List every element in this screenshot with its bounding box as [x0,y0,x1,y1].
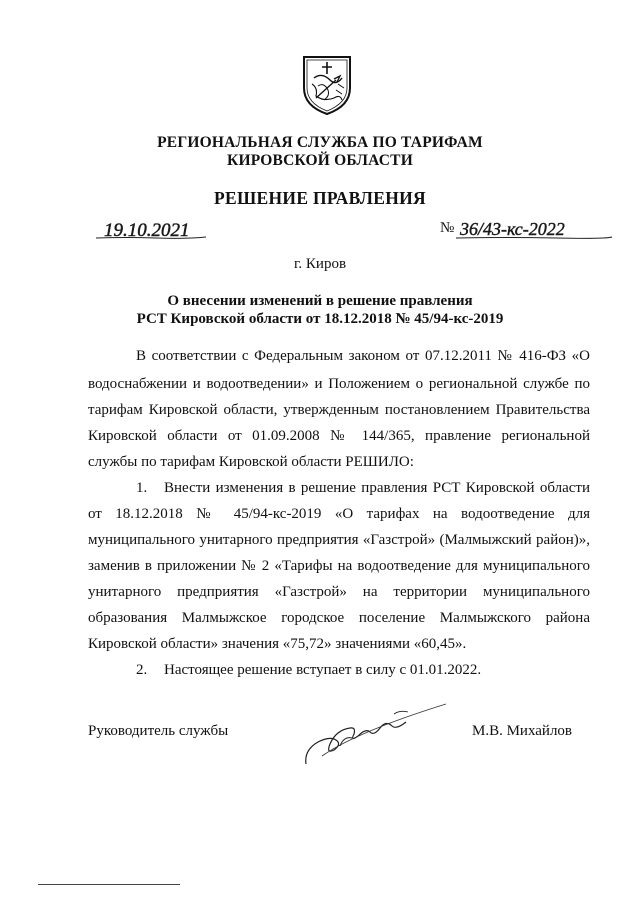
decision-number-block [440,220,610,246]
preamble-line: службы по тарифам Кировской области РЕШИЛО: [88,454,414,470]
item-1-number: 1. [136,480,148,496]
preamble-line: водоснабжении и водоотведении» и Положением о региональной службе по [88,376,590,392]
coat-of-arms-icon [300,54,354,116]
item-1-line: образования Малмыжское городское поселение Малмыжского района [88,610,590,626]
preamble-line: В соответствии с Федеральным законом от 07.12.2011 № 416-ФЗ «О [136,348,590,364]
item-1-line: муниципального унитарного предприятия «Газстрой» (Малмыжский район)», [88,532,590,548]
signatory-name: М.В. Михайлов [472,723,573,739]
preamble-line: тарифам Кировской области, утвержденным постановлением Правительства [88,402,590,418]
handwritten-signature-icon [296,692,456,772]
city: г. Киров [293,256,347,272]
agency-name-line1: РЕГИОНАЛЬНАЯ СЛУЖБА ПО ТАРИФАМ [157,134,483,151]
decision-number-text: 36/43-кс-2022 [460,219,565,239]
subject-line2: РСТ Кировской области от 18.12.2018 № 45/94-кс-2019 [136,311,504,327]
decision-date-text: 19.10.2021 [104,220,190,241]
item-2-number: 2. [136,662,148,678]
decision-date [96,216,208,242]
footer-divider [38,884,180,885]
subject-line1: О внесении изменений в решение правления [167,293,473,309]
item-1-line: унитарного предприятия «Газстрой» на территории муниципального [88,584,590,600]
item-1-line: Кировской области» значения «75,72» значениями «60,45». [88,636,467,652]
item-2-text: Настоящее решение вступает в силу с 01.01.2022. [164,662,482,678]
item-1-line: заменив в приложении № 2 «Тарифы на водоотведение для муниципального [88,558,590,574]
item-1-line: Внести изменения в решение правления РСТ Кировской области [164,480,590,496]
signatory-position: Руководитель службы [88,723,229,739]
number-sign: № [440,220,455,236]
decision-title: РЕШЕНИЕ ПРАВЛЕНИЯ [214,188,426,208]
item-1-line: от 18.12.2018 № 45/94-кс-2019 «О тарифах на водоотведение для [88,506,590,522]
agency-name-line2: КИРОВСКОЙ ОБЛАСТИ [227,152,413,169]
preamble-line: Кировской области от 01.09.2008 № 144/365, правление региональной [88,428,590,444]
decision-number [456,216,614,242]
